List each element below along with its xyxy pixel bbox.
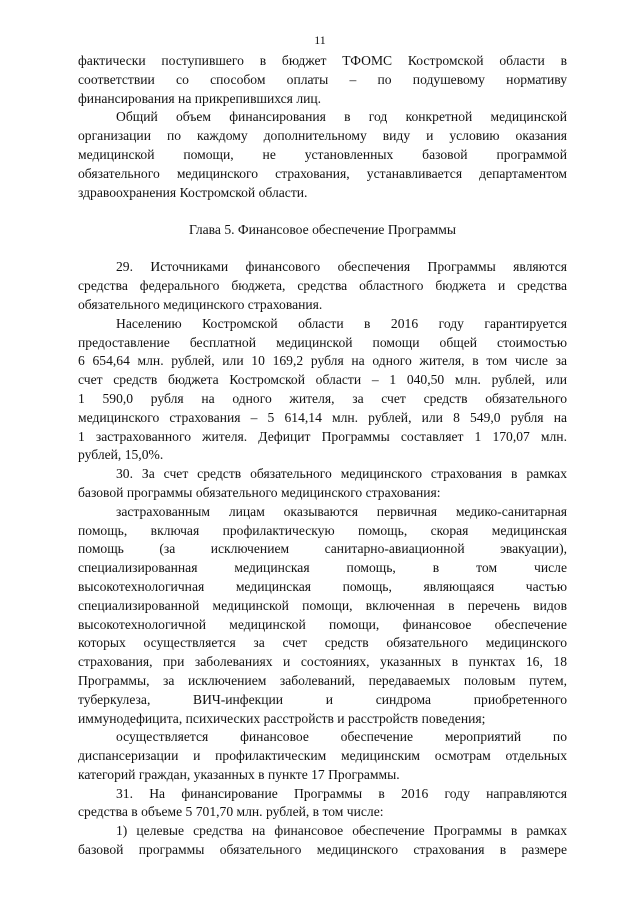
chapter-heading: Глава 5. Финансовое обеспечение Программы — [189, 222, 456, 238]
text-line: 1 590,0 рубля на одного жителя, за счет средств обязательного — [78, 390, 567, 406]
paragraph — [78, 465, 567, 503]
paragraph — [78, 258, 567, 314]
text-line: финансирования на прикрепившихся лиц. — [78, 90, 322, 106]
text-line: базовой программы обязательного медицинского страхования: — [78, 484, 441, 500]
text-line: 6 654,64 млн. рублей, или 10 169,2 рубля на одного жителя, в том числе за — [78, 353, 567, 369]
text-line: 1 застрахованного жителя. Дефицит Программы составляет 1 170,07 млн. — [78, 428, 567, 444]
text-line: медицинской помощи, не установленных базовой программой — [78, 146, 567, 162]
text-line: средства федерального бюджета, средства областного бюджета и средства — [78, 278, 567, 294]
text-line: туберкулеза, ВИЧ-инфекции и синдрома приобретенного — [78, 691, 567, 707]
text-line: обязательного медицинского страхования. — [78, 296, 323, 312]
text-line: Программы, за исключением заболеваний, передаваемых половым путем, — [78, 672, 567, 688]
text-line: высокотехнологичная медицинская помощь, являющаяся частью — [78, 578, 567, 594]
text-line: 30. За счет средств обязательного медицинского страхования в рамках — [116, 466, 567, 482]
paragraph — [78, 52, 567, 108]
text-line: специализированная медицинская помощь, в том числе — [78, 560, 567, 576]
paragraph — [78, 315, 567, 465]
text-line: страхования, при заболеваниях и состояниях, указанных в пунктах 16, 18 — [78, 654, 567, 670]
text-line: которых осуществляется за счет средств обязательного медицинского — [78, 635, 567, 651]
text-line: 31. На финансирование Программы в 2016 году направляются — [116, 785, 567, 801]
paragraph — [78, 503, 567, 729]
paragraph — [78, 728, 567, 784]
text-line: осуществляется финансовое обеспечение мероприятий по — [116, 729, 567, 745]
spacer — [78, 202, 567, 220]
page-number: 11 — [314, 33, 326, 47]
text-line: иммунодефицита, психических расстройств и расстройств поведения; — [78, 710, 486, 726]
text-line: медицинского страхования – 5 614,14 млн. рублей, или 8 549,0 рубля на — [78, 409, 567, 425]
text-line: помощь, включая профилактическую помощь, скорая медицинская — [78, 522, 567, 538]
text-line: диспансеризации и профилактическим медицинским осмотрам отдельных — [78, 748, 567, 764]
text-line: базовой программы обязательного медицинского страхования в размере — [78, 842, 567, 858]
paragraph — [78, 822, 567, 860]
text-line: рублей, 15,0%. — [78, 447, 164, 463]
text-line: Населению Костромской области в 2016 году гарантируется — [116, 315, 567, 331]
text-line: обязательного медицинского страхования, устанавливается департаментом — [78, 165, 567, 181]
text-line: организации по каждому дополнительному виду и условию оказания — [78, 128, 567, 144]
text-line: счет средств бюджета Костромской области – 1 040,50 млн. рублей, или — [78, 372, 567, 388]
spacer — [78, 240, 567, 258]
text-line: категорий граждан, указанных в пункте 17 Программы. — [78, 766, 400, 782]
text-line: застрахованным лицам оказываются первичная медико-санитарная — [116, 503, 567, 519]
text-line: фактически поступившего в бюджет ТФОМС Костромской области в — [78, 53, 567, 68]
paragraph — [78, 108, 567, 202]
text-line: высокотехнологичной медицинской помощи, финансовое обеспечение — [78, 616, 567, 632]
text-line: 29. Источниками финансового обеспечения Программы являются — [116, 259, 567, 275]
text-line: предоставление бесплатной медицинской помощи общей стоимостью — [78, 334, 567, 350]
paragraph — [78, 785, 567, 823]
text-line: помощь (за исключением санитарно-авиационной эвакуации), — [78, 541, 567, 557]
text-line: соответствии со способом оплаты – по подушевому нормативу — [78, 71, 567, 87]
text-line: средства в объеме 5 701,70 млн. рублей, в том числе: — [78, 804, 384, 820]
text-line: Общий объем финансирования в год конкретной медицинской — [116, 109, 567, 125]
text-line: специализированной медицинской помощи, включенная в перечень видов — [78, 597, 567, 613]
text-line: здравоохранения Костромской области. — [78, 184, 308, 200]
document-body — [78, 52, 567, 860]
text-line: 1) целевые средства на финансовое обеспечение Программы в рамках — [116, 823, 567, 839]
